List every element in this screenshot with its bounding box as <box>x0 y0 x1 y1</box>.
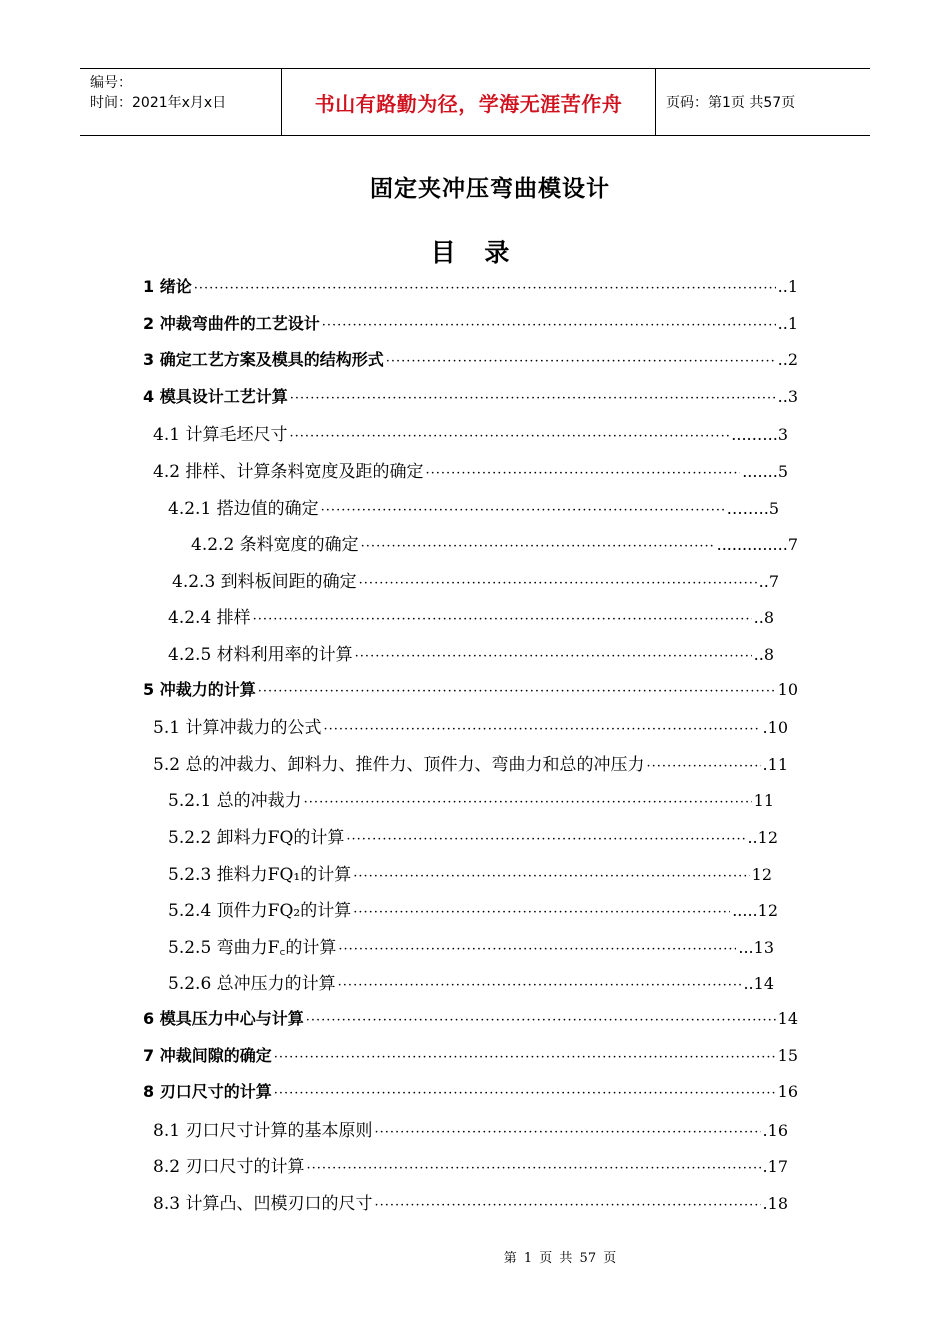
toc-entry[interactable] <box>168 860 772 884</box>
toc-leader-dots <box>353 905 730 920</box>
toc-entry-page: ..8 <box>753 645 774 664</box>
toc-entry-page: ....…..3 <box>731 425 788 445</box>
toc-entry[interactable] <box>168 603 774 627</box>
toc-entry-label: 5.2.4 顶件力FQ₂的计算 <box>168 901 352 922</box>
toc-entry-label: 5.2 总的冲裁力、卸料力、推件力、顶件力、弯曲力和总的冲压力 <box>153 754 645 775</box>
toc-entry-label: 5.2.6 总冲压力的计算 <box>168 974 336 995</box>
toc-entry[interactable] <box>153 1189 788 1213</box>
toc-entry[interactable] <box>172 567 779 591</box>
toc-entry-page: 16 <box>777 1082 798 1102</box>
header-motto: 书山有路勤为径，学海无涯苦作舟 <box>282 69 656 135</box>
toc-entry-page: .11 <box>762 754 788 774</box>
toc-entry-page: 14 <box>777 1009 798 1028</box>
toc-leader-dots <box>355 649 752 664</box>
toc-leader-dots <box>374 1125 760 1140</box>
toc-entry-page: ..1 <box>777 277 798 296</box>
toc-leader-dots <box>646 759 760 774</box>
toc-leader-dots <box>306 1161 760 1176</box>
toc-entry-label: 5 冲裁力的计算 <box>143 679 256 699</box>
toc-entry-label: 4.2.2 条料宽度的确定 <box>191 535 359 556</box>
toc-entry-page: .17 <box>762 1157 788 1177</box>
toc-entry[interactable] <box>153 713 788 737</box>
toc-entry-label: 4.2.3 到料板间距的确定 <box>172 571 357 592</box>
toc-entry-label: 4.2.1 搭边值的确定 <box>168 498 319 519</box>
toc-entry-page: 11 <box>753 791 774 811</box>
toc-entry-label: 8.1 刃口尺寸计算的基本原则 <box>153 1120 373 1141</box>
toc-entry-label: 4.2.4 排样 <box>168 608 251 629</box>
toc-entry[interactable] <box>168 933 774 957</box>
toc-leader-dots <box>304 795 752 810</box>
toc-leader-dots <box>359 576 757 591</box>
toc-entry-page: .....12 <box>732 901 778 921</box>
toc-leader-dots <box>253 612 752 627</box>
toc-entry-label: 8.3 计算凸、凹模刃口的尺寸 <box>153 1194 373 1214</box>
toc-leader-dots <box>361 539 715 554</box>
toc-entry[interactable] <box>143 1006 798 1030</box>
toc-entry-label: 5.2.3 推料力FQ₁的计算 <box>168 864 352 885</box>
toc-leader-dots <box>194 281 776 296</box>
toc-entry-label: 4 模具设计工艺计算 <box>143 386 288 406</box>
toc-leader-dots <box>338 978 742 993</box>
toc-leader-dots <box>274 1050 776 1065</box>
toc-entry-label: 8.2 刃口尺寸的计算 <box>153 1157 305 1178</box>
toc-entry-page: ..7 <box>758 571 779 591</box>
toc-entry-page: ..8 <box>753 608 774 628</box>
toc-entry[interactable] <box>143 384 798 408</box>
toc-entry-page: ..2 <box>777 350 798 370</box>
toc-entry[interactable] <box>168 640 774 664</box>
toc-entry[interactable] <box>153 750 788 774</box>
toc-entry-label: 5.2.5 弯曲力F꜀的计算 <box>168 937 337 958</box>
toc-entry-label: 7 冲裁间隙的确定 <box>143 1045 272 1065</box>
header-page-info: 页码：第1页 共57页 <box>666 95 796 111</box>
toc-entry-label: 8 刃口尺寸的计算 <box>143 1082 272 1102</box>
toc-entry-page: 15 <box>777 1045 798 1065</box>
toc-entry[interactable] <box>143 677 798 701</box>
toc-leader-dots <box>338 942 736 957</box>
toc-entry-label: 1 绪论 <box>143 277 192 296</box>
toc-entry[interactable] <box>168 896 778 920</box>
time-label: 时间：2021年x月x日 <box>90 95 227 111</box>
toc-entry-page: ..12 <box>747 828 778 847</box>
document-title: 固定夹冲压弯曲模设计 <box>370 175 610 202</box>
toc-leader-dots <box>353 869 749 884</box>
toc-leader-dots <box>323 722 760 737</box>
toc-entry-label: 2 冲裁弯曲件的工艺设计 <box>143 313 320 333</box>
toc-entry-page: .......5 <box>742 462 788 481</box>
toc-entry[interactable] <box>153 1116 788 1140</box>
toc-entry-page: ..1 <box>777 313 798 333</box>
toc-entry-label: 4.1 计算毛坯尺寸 <box>153 425 288 446</box>
toc-entry[interactable] <box>143 274 798 298</box>
toc-entry[interactable] <box>143 347 798 371</box>
toc-entry[interactable] <box>153 420 788 444</box>
toc-entry-page: ..3 <box>777 386 798 406</box>
toc-leader-dots <box>306 1013 776 1028</box>
toc-entry[interactable] <box>143 1043 798 1067</box>
toc-entry-label: 4.2 排样、计算条料宽度及距的确定 <box>153 462 424 482</box>
toc-entry-page: ..14 <box>743 974 774 994</box>
page-footer: 第 1 页 共 57 页 <box>503 1251 617 1266</box>
toc-entry-label: 5.2.1 总的冲裁力 <box>168 791 302 812</box>
toc-entry-label: 6 模具压力中心与计算 <box>143 1009 304 1028</box>
toc-entry-page: .18 <box>762 1194 788 1213</box>
toc-leader-dots <box>425 466 740 481</box>
toc-leader-dots <box>321 503 725 518</box>
toc-leader-dots <box>258 684 776 699</box>
toc-entry-page: .10 <box>762 718 788 738</box>
toc-leader-dots <box>289 429 729 444</box>
toc-entry[interactable] <box>191 530 798 554</box>
toc-entry-label: 3 确定工艺方案及模具的结构形式 <box>143 350 384 370</box>
toc-entry[interactable] <box>153 1152 788 1176</box>
toc-leader-dots <box>346 832 745 847</box>
toc-leader-dots <box>290 391 776 406</box>
toc-heading: 目 录 <box>430 238 510 267</box>
toc-entry-page: 10 <box>777 679 798 699</box>
toc-entry[interactable] <box>143 311 798 335</box>
toc-entry-page: ..............7 <box>716 535 798 555</box>
toc-entry-page: .16 <box>762 1120 788 1140</box>
toc-entry[interactable] <box>168 823 778 847</box>
toc-entry-page: ……..5 <box>726 498 779 518</box>
toc-entry[interactable] <box>168 494 779 518</box>
toc-leader-dots <box>274 1086 776 1101</box>
toc-entry[interactable] <box>168 969 774 993</box>
toc-entry-page: 12 <box>751 864 772 884</box>
toc-entry-label: 5.2.2 卸料力FQ的计算 <box>168 828 345 848</box>
toc-leader-dots <box>386 354 776 369</box>
toc-entry-label: 5.1 计算冲裁力的公式 <box>153 718 322 739</box>
toc-entry-label: 4.2.5 材料利用率的计算 <box>168 645 353 665</box>
toc-leader-dots <box>374 1198 760 1213</box>
toc-entry[interactable] <box>168 786 774 810</box>
toc-entry[interactable] <box>143 1079 798 1103</box>
toc-entry[interactable] <box>153 457 788 481</box>
number-label: 编号： <box>90 75 132 91</box>
toc-leader-dots <box>322 318 776 333</box>
toc-entry-page: ...13 <box>738 937 774 957</box>
